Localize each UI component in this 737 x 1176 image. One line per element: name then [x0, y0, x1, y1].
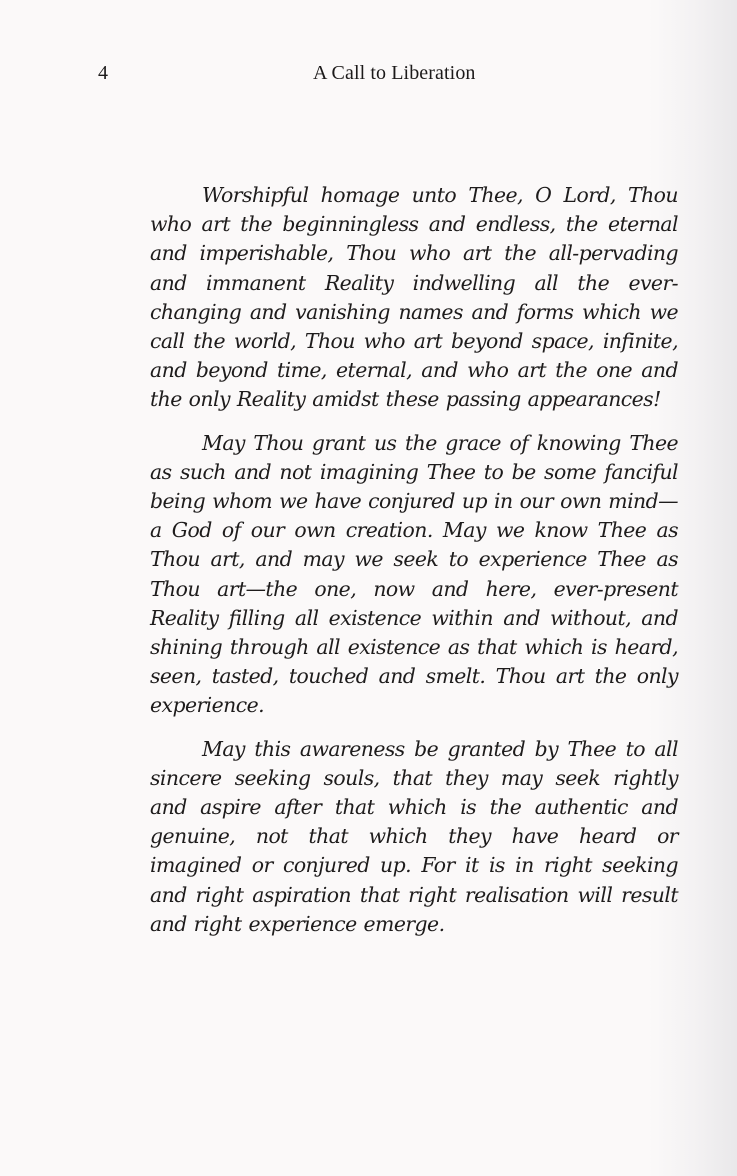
paragraph-homage: Worshipful homage unto Thee, O Lord, Thou who art the beginningless and endless, the eternal and imperishable, Thou who art the all-pervading and immanent Reality indwelling all the ever-changing and vanishing names and forms which we call the world, Thou who art beyond space, infinite, and beyond time, eternal, and who art the one and the only Reality amidst these passing appearances! [150, 183, 678, 412]
paragraph-grace: May Thou grant us the grace of knowing Thee as such and not imagining Thee to be some fanciful being whom we have conjured up in our own mind—a God of our own creation. May we know Thee as Thou art, and may we seek to experience Thee as Thou art—the one, now and here, ever-present Reality filling all existence within and without, and shining through all existence as that which is heard, seen, tasted, touched and smelt. Thou art the only experience. [150, 430, 678, 718]
paragraph-awareness: May this awareness be granted by Thee to all sincere seeking souls, that they may seek rightly and aspire after that which is the authentic and genuine, not that which they have heard or imagined or conjured up. For it is in right seeking and right aspiration that right realisation will result and right experience emerge. [150, 736, 678, 936]
running-title: A Call to Liberation [313, 62, 476, 84]
running-head [0, 62, 737, 92]
body-text [150, 181, 678, 953]
page-number: 4 [98, 62, 108, 84]
